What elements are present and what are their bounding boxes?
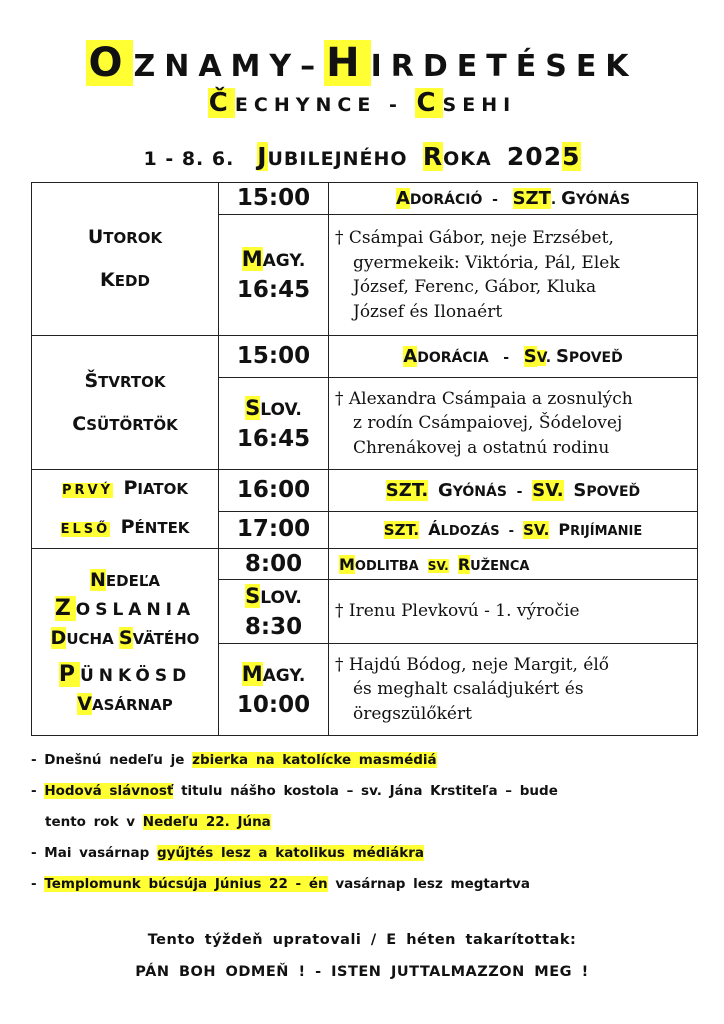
mass-intention: † Irenu Plevkovú - 1. výročie (329, 580, 698, 644)
time-slot: MAGY. 16:45 (219, 215, 329, 336)
note-item: tento rok v Nedeľu 22. Júna (45, 814, 271, 830)
table-row (32, 470, 698, 512)
announcement-notes (31, 752, 711, 907)
event-cell: MODLITBA SV. RUŽENCA (329, 549, 698, 580)
day-sunday: NEDEĽA ZOSLANIA DUCHA SVÄTÉHO PÜNKÖSD VASÁRNAP (32, 549, 219, 736)
mass-intention: † Csámpai Gábor, neje Erzsébet, gyermekeik: Viktória, Pál, Elek József, Ferenc, Gábor, Kluka József és Ilonaért (329, 215, 698, 336)
time-slot: 15:00 (219, 336, 329, 378)
time-slot: 15:00 (219, 183, 329, 215)
page-subtitle: ČECHYNCE - CSEHI (208, 88, 517, 118)
note-item: - Mai vasárnap gyűjtés lesz a katolikus médiákra (31, 845, 424, 861)
time-slot: 8:00 (219, 549, 329, 580)
footer (0, 932, 724, 996)
table-row (32, 549, 698, 580)
time-slot: MAGY. 10:00 (219, 644, 329, 736)
event-cell: ADORÁCIÓ - SZT. GYÓNÁS (329, 183, 698, 215)
mass-intention: † Hajdú Bódog, neje Margit, élő és meghalt családjukért és öregszülőkért (329, 644, 698, 736)
day-thursday: ŠTVRTOK CSÜTÖRTÖK (32, 336, 219, 470)
event-cell: SZT. GYÓNÁS - SV. SPOVEĎ (329, 470, 698, 512)
table-row (32, 183, 698, 215)
page-title: OZNAMY–HIRDETÉSEK (88, 40, 638, 86)
date-line: 1 - 8. 6. JUBILEJNÉHO ROKA 2025 (143, 142, 581, 171)
note-item: - Dnešnú nedeľu je zbierka na katolícke masmédiá (31, 752, 437, 768)
mass-intention: † Alexandra Csámpaia a zosnulých z rodín Csámpaiovej, Šódelovej Chrenákovej a ostatnú rodinu (329, 378, 698, 470)
time-slot: SLOV. 8:30 (219, 580, 329, 644)
day-tuesday: UTOROK KEDD (32, 183, 219, 336)
time-slot: SLOV. 16:45 (219, 378, 329, 470)
time-slot: 16:00 (219, 470, 329, 512)
table-row (32, 336, 698, 378)
footer-line: PÁN BOH ODMEŇ ! - ISTEN JUTTALMAZZON MEG ! (135, 964, 589, 980)
note-item: - Templomunk búcsúja Június 22 - én vasárnap lesz megtartva (31, 876, 530, 892)
event-cell: ADORÁCIA - SV. SPOVEĎ (329, 336, 698, 378)
event-cell: SZT. ÁLDOZÁS - SV. PRIJÍMANIE (329, 511, 698, 548)
footer-line: Tento týždeň upratovali / E héten takarítottak: (147, 932, 577, 948)
schedule-table (31, 182, 698, 736)
note-item: - Hodová slávnosť titulu nášho kostola – sv. Jána Krstiteľa – bude (31, 783, 558, 799)
time-slot: 17:00 (219, 511, 329, 548)
day-friday: PRVÝ PIATOK ELSŐ PÉNTEK (32, 470, 219, 549)
